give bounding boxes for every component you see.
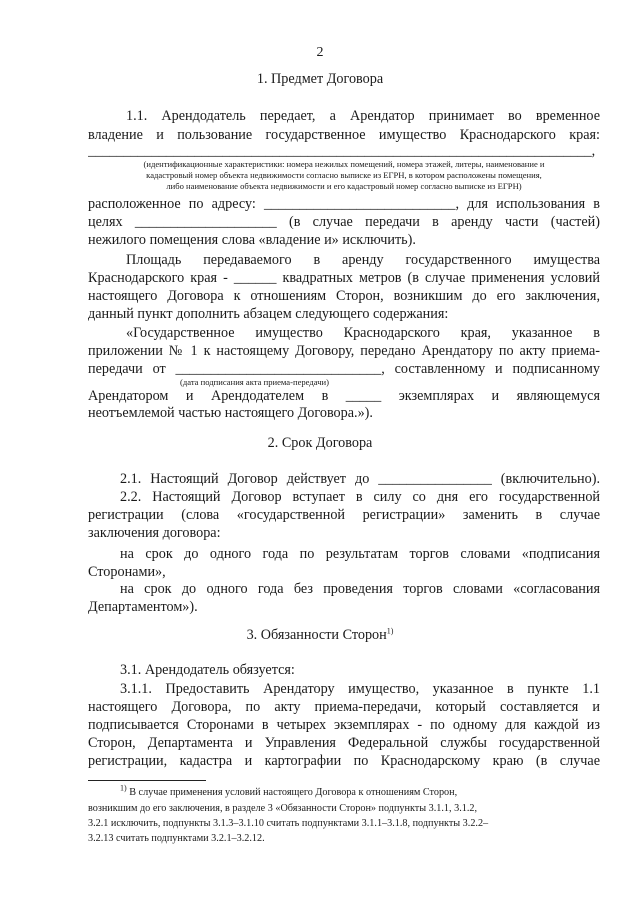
s3-line-5: Сторон, Департамента и Управления Федеральной службы государственной <box>88 735 600 751</box>
page-number: 2 <box>316 45 324 60</box>
s2-line-3: регистрации (слова «государственной регистрации» заменить в случае <box>88 507 600 523</box>
s1-p4-line-3: передачи от _____________________________, составленному и подписанному <box>88 361 600 377</box>
s1-p4-line-4: Арендатором и Арендодателем в _____ экземплярах и являющемуся <box>88 388 600 404</box>
s1-p1-line-1: 1.1. Арендодатель передает, а Арендатор принимает во временное <box>126 108 600 124</box>
footnote-line-1 <box>120 783 458 799</box>
footnote-mark: 1) <box>120 783 127 793</box>
footnote-line-3: 3.2.1 исключить, подпункты 3.1.3–3.1.10 считать подпунктами 3.1.1–3.1.8, подпункты 3.2.2– <box>88 818 489 829</box>
footnote-line-1-text: В случае применения условий настоящего Договора к отношениям Сторон, <box>126 787 458 798</box>
s1-note-2: (дата подписания акта приема-передачи) <box>180 377 330 387</box>
footnote-line-2: возникшим до его заключения, в разделе 3 «Обязанности Сторон» подпункты 3.1.1, 3.1.2, <box>88 803 478 814</box>
s2-line-5: на срок до одного года по результатам торгов словами «подписания <box>120 546 600 562</box>
s2-line-8: Департаментом»). <box>88 599 198 615</box>
s3-line-3: настоящего Договора, по акту приема-передачи, который составляется и <box>88 699 600 715</box>
s1-p1-line-3: _______________________________________________________________________, <box>88 143 596 159</box>
footnote-separator <box>88 780 206 781</box>
s1-p4-line-1: «Государственное имущество Краснодарского края, указанное в <box>126 325 600 341</box>
s1-p3-line-4: данный пункт дополнить абзацем следующего содержания: <box>88 306 449 322</box>
s1-note-line-1: (идентификационные характеристики: номера нежилых помещений, номера этажей, литеры, наименование и <box>143 159 545 169</box>
s3-line-1: 3.1. Арендодатель обязуется: <box>120 662 295 678</box>
s2-line-7: на срок до одного года без проведения торгов словами «согласования <box>120 581 600 597</box>
s2-line-1: 2.1. Настоящий Договор действует до ________________ (включительно). <box>120 471 600 487</box>
s1-note-line-3: либо наименование объекта недвижимости и его кадастровый номер согласно выписке из ЕГРН) <box>166 181 522 191</box>
s1-p1-line-2: владение и пользование государственное имущество Краснодарского края: <box>88 127 600 143</box>
s2-line-6: Сторонами», <box>88 564 166 580</box>
footnote-line-4: 3.2.13 считать подпунктами 3.2.1–3.2.12. <box>88 833 265 844</box>
s1-p3-line-2: Краснодарского края - ______ квадратных метров (в случае применения условий <box>88 270 600 286</box>
s1-note-line-2: кадастровый номер объекта недвижимости согласно выписке из ЕГРН, в котором расположены помещения, <box>146 170 542 180</box>
s3-line-2: 3.1.1. Предоставить Арендатору имущество, указанное в пункте 1.1 <box>120 681 600 697</box>
s1-p2-line-1: расположенное по адресу: ___________________________, для использования в <box>88 196 600 212</box>
section-1-heading: 1. Предмет Договора <box>256 71 384 87</box>
section-3-heading <box>0 627 640 644</box>
s3-line-4: подписывается Сторонами в четырех экземплярах - по одному для каждой из <box>88 717 600 733</box>
section-2-heading: 2. Срок Договора <box>267 435 373 451</box>
s1-p4-line-5: неотъемлемой частью настоящего Договора.»). <box>88 405 373 421</box>
s1-p3-line-1: Площадь передаваемого в аренду государственного имущества <box>126 252 600 268</box>
s1-p4-line-2: приложении № 1 к настоящему Договору, передано Арендатору по акту приема- <box>88 343 600 359</box>
s2-line-4: заключения договора: <box>88 525 221 541</box>
s1-p2-line-3: нежилого помещения слова «владение и» исключить). <box>88 232 416 248</box>
s1-p3-line-3: настоящего Договора к отношениям Сторон, возникшим до его заключения, <box>88 288 600 304</box>
s1-p2-line-2: целях ____________________ (в случае передачи в аренду части (частей) <box>88 214 600 230</box>
s2-line-2: 2.2. Настоящий Договор вступает в силу со дня его государственной <box>120 489 600 505</box>
s3-line-6: регистрации, кадастра и картографии по Краснодарскому краю (в случае <box>88 753 600 769</box>
footnote-ref: 1) <box>386 626 394 636</box>
section-3-heading-text: 3. Обязанности Сторон <box>246 627 387 643</box>
